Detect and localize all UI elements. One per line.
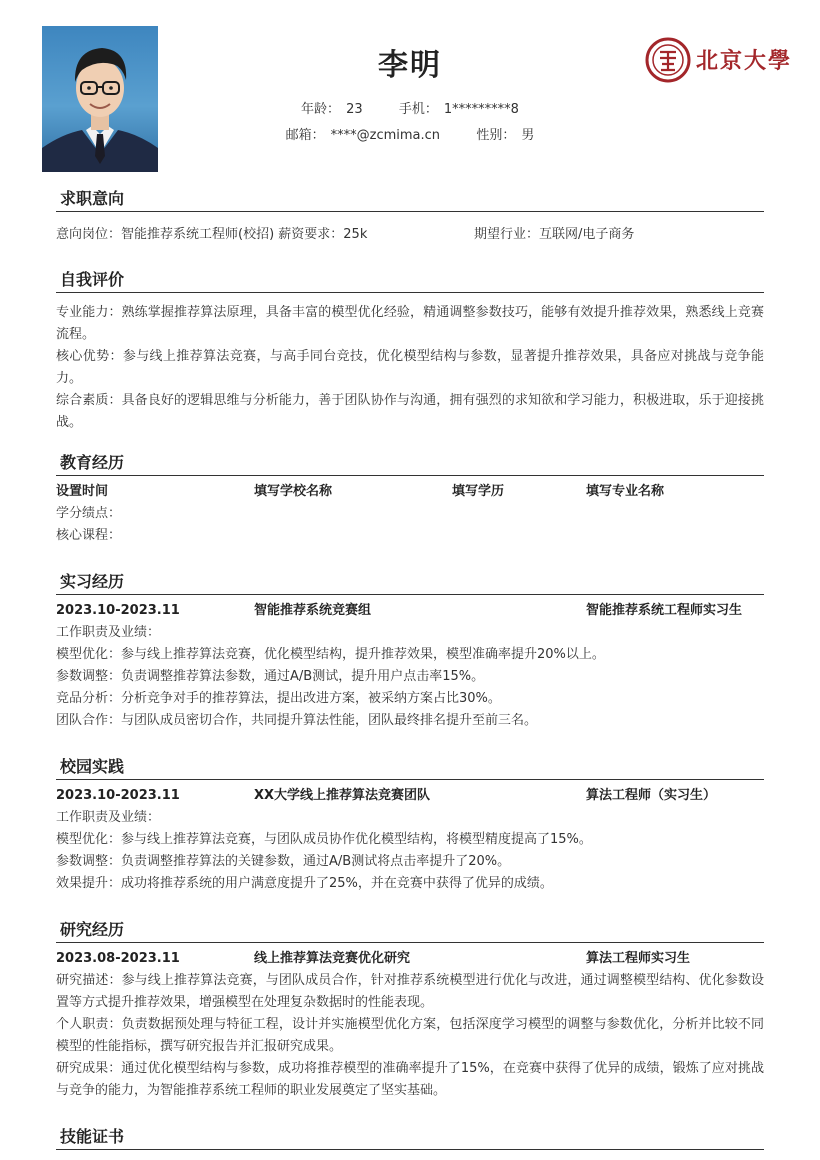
gender-label: 性别：: [476, 128, 516, 143]
info-row-2: [0, 124, 820, 143]
university-seal-icon: [644, 36, 794, 84]
info-row-1: [0, 98, 820, 117]
edu-time: 设置时间: [56, 484, 109, 499]
campus-line: 参数调整：负责调整推荐算法的关键参数，通过A/B测试将点击率提升了20%。: [56, 854, 511, 869]
age-value: 23: [346, 102, 363, 117]
position-line: 意向岗位：智能推荐系统工程师(校招) 薪资要求：25k: [56, 227, 368, 242]
eval-item: 专业能力：熟练掌握推荐算法原理，具备丰富的模型优化经验，精通调整参数技巧，能够有效提升推荐效果，熟悉线上竞赛流程。: [56, 305, 764, 342]
phone-value: 1*********8: [443, 102, 519, 117]
eval-item: 综合素质：具备良好的逻辑思维与分析能力，善于团队协作与沟通，拥有强烈的求知欲和学习能力，积极进取，乐于迎接挑战。: [56, 393, 764, 430]
research-item: 研究成果：通过优化模型结构与参数，成功将推荐模型的准确率提升了15%，在竞赛中获得了优异的成绩，锻炼了应对挑战与竞争的能力，为智能推荐系统工程师的职业发展奠定了坚实基础。: [56, 1061, 764, 1098]
svg-text:北京大學: 北京大學: [696, 48, 793, 73]
campus-line: 工作职责及业绩：: [56, 810, 161, 825]
intern-line: 参数调整：负责调整推荐算法参数，通过A/B测试，提升用户点击率15%。: [56, 669, 485, 684]
research-item: 个人职责：负责数据预处理与特征工程，设计并实施模型优化方案，包括深度学习模型的调整与参数优化，分析并比较不同模型的性能指标，撰写研究报告并汇报研究成果。: [56, 1017, 764, 1054]
section-self-eval: [56, 269, 764, 434]
candidate-name: 李明: [378, 48, 442, 83]
section-education: [56, 452, 764, 547]
section-title: 技能证书: [56, 1126, 764, 1150]
edu-major: 填写专业名称: [586, 484, 665, 499]
section-skills: [56, 1126, 764, 1150]
intern-org: 智能推荐系统竞赛组: [254, 603, 372, 618]
campus-line: 模型优化：参与线上推荐算法竞赛，与团队成员协作优化模型结构，将模型精度提高了15%。: [56, 832, 592, 847]
edu-school: 填写学校名称: [254, 484, 333, 499]
campus-org: XX大学线上推荐算法竞赛团队: [254, 788, 431, 803]
section-research: [56, 919, 764, 1102]
section-title: 校园实践: [56, 756, 764, 780]
section-title: 求职意向: [56, 188, 764, 212]
intern-line: 工作职责及业绩：: [56, 625, 161, 640]
section-internship: [56, 571, 764, 732]
research-project: 线上推荐算法竞赛优化研究: [254, 951, 411, 966]
intern-line: 团队合作：与团队成员密切合作，共同提升算法性能，团队最终排名提升至前三名。: [56, 713, 538, 728]
intern-period: 2023.10-2023.11: [56, 603, 180, 618]
research-period: 2023.08-2023.11: [56, 951, 180, 966]
edu-degree: 填写学历: [452, 484, 505, 499]
section-job-intent: [56, 188, 764, 246]
intern-role: 智能推荐系统工程师实习生: [586, 603, 743, 618]
campus-line: 效果提升：成功将推荐系统的用户满意度提升了25%，并在竞赛中获得了优异的成绩。: [56, 876, 553, 891]
gender-value: 男: [521, 128, 535, 143]
age-label: 年龄：: [301, 102, 341, 117]
section-title: 实习经历: [56, 571, 764, 595]
eval-item: 核心优势：参与线上推荐算法竞赛，与高手同台竞技，优化模型结构与参数，显著提升推荐效果，具备应对挑战与竞争能力。: [56, 349, 764, 386]
gpa-label: 学分绩点：: [56, 506, 122, 521]
section-campus: [56, 756, 764, 895]
section-title: 研究经历: [56, 919, 764, 943]
section-title: 教育经历: [56, 452, 764, 476]
campus-period: 2023.10-2023.11: [56, 788, 180, 803]
intern-line: 模型优化：参与线上推荐算法竞赛，优化模型结构，提升推荐效果，模型准确率提升20%以上。: [56, 647, 605, 662]
research-item: 研究描述：参与线上推荐算法竞赛，与团队成员合作，针对推荐系统模型进行优化与改进，通过调整模型结构、优化参数设置等方式提升推荐效果，增强模型在处理复杂数据时的性能表现。: [56, 973, 764, 1010]
phone-label: 手机：: [398, 102, 438, 117]
email-value: ****@zcmima.cn: [330, 128, 441, 143]
university-logo: [644, 36, 794, 84]
email-label: 邮箱：: [285, 128, 325, 143]
research-role: 算法工程师实习生: [586, 951, 691, 966]
section-title: 自我评价: [56, 269, 764, 293]
industry-line: 期望行业：互联网/电子商务: [474, 227, 635, 242]
intern-line: 竞品分析：分析竞争对手的推荐算法，提出改进方案，被采纳方案占比30%。: [56, 691, 501, 706]
courses-label: 核心课程：: [56, 528, 122, 543]
campus-role: 算法工程师（实习生）: [586, 788, 717, 803]
